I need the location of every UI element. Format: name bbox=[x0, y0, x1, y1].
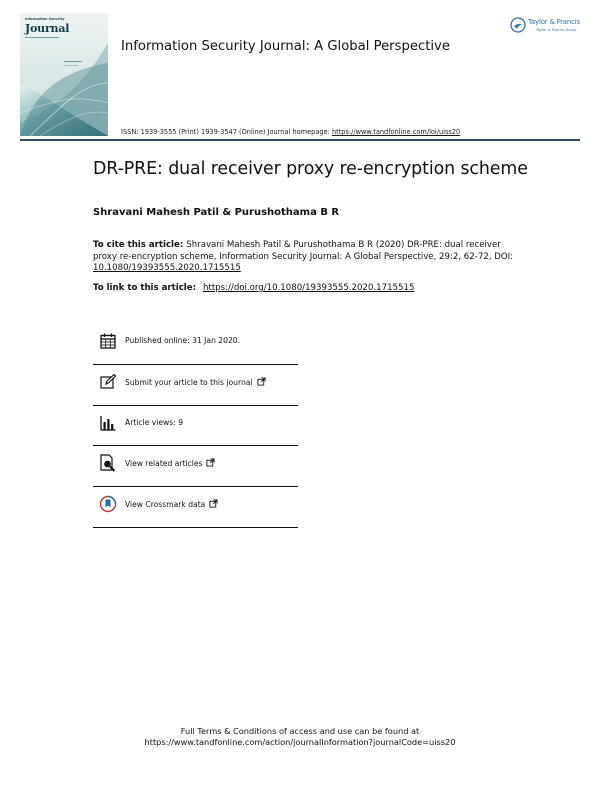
publisher-name: Taylor & Francis bbox=[528, 18, 580, 26]
cover-journal-word: Journal bbox=[25, 22, 70, 35]
bar-chart-icon bbox=[99, 414, 117, 432]
related-articles-link[interactable] bbox=[125, 458, 215, 468]
header-rule bbox=[20, 139, 580, 141]
link-to-article bbox=[93, 283, 414, 293]
submit-article-link[interactable] bbox=[125, 377, 266, 387]
cover-divider bbox=[25, 37, 59, 38]
crossmark-link[interactable] bbox=[125, 499, 218, 509]
issn-text: ISSN: 1939-3555 (Print) 1939-3547 (Online) Journal homepage: bbox=[121, 128, 332, 136]
citation-doi-link[interactable]: 10.1080/19393555.2020.1715515 bbox=[93, 263, 241, 274]
publisher-logo[interactable] bbox=[510, 16, 584, 38]
footer bbox=[0, 726, 600, 748]
article-authors: Shravani Mahesh Patil & Purushothama B R bbox=[93, 207, 340, 218]
published-online-text: Published online: 31 Jan 2020. bbox=[125, 336, 241, 345]
journal-cover-image bbox=[20, 13, 108, 136]
citation-block bbox=[93, 240, 523, 275]
journal-homepage-link[interactable]: https://www.tandfonline.com/loi/uiss20 bbox=[331, 128, 461, 136]
related-articles-row[interactable] bbox=[93, 446, 298, 487]
issn-line bbox=[121, 128, 460, 136]
submit-article-text: Submit your article to this journal bbox=[125, 377, 253, 387]
article-views-text: Article views: 9 bbox=[125, 417, 184, 427]
footer-terms-link[interactable]: https://www.tandfonline.com/action/journalInformation?journalCode=uiss20 bbox=[144, 737, 456, 747]
citation-label: To cite this article: bbox=[93, 240, 187, 250]
crossmark-row[interactable] bbox=[93, 487, 298, 528]
published-online-row bbox=[93, 324, 298, 365]
external-link-icon bbox=[209, 499, 218, 508]
article-views-row bbox=[93, 406, 298, 447]
related-articles-text: View related articles bbox=[125, 459, 203, 469]
article-info-list bbox=[93, 324, 298, 528]
edit-icon bbox=[99, 373, 117, 391]
crossmark-icon bbox=[99, 495, 117, 513]
publisher-subtitle: Taylor & Francis Group bbox=[536, 28, 577, 32]
footer-terms-text: Full Terms & Conditions of access and use can be found at bbox=[180, 726, 420, 736]
document-search-icon bbox=[99, 454, 117, 472]
journal-title: Information Security Journal: A Global Perspective bbox=[121, 39, 450, 54]
link-label: To link to this article: bbox=[93, 283, 200, 293]
article-title: DR-PRE: dual receiver proxy re-encryption scheme bbox=[93, 159, 528, 179]
external-link-icon bbox=[206, 458, 215, 467]
publisher-logo-icon bbox=[510, 17, 526, 33]
cover-small-text: Information Security bbox=[25, 17, 65, 21]
submit-article-row[interactable] bbox=[93, 365, 298, 406]
citation-text: Shravani Mahesh Patil & Purushothama B R (2020) DR-PRE: dual receiver proxy re-encryption scheme, Information Security Journal: A Global Perspective, 29:2, 62-72, DOI: bbox=[93, 240, 514, 262]
crossmark-text: View Crossmark data bbox=[125, 500, 206, 510]
calendar-icon bbox=[99, 332, 117, 350]
article-doi-url[interactable]: https://doi.org/10.1080/19393555.2020.1715515 bbox=[203, 283, 415, 293]
external-link-icon bbox=[257, 377, 266, 386]
